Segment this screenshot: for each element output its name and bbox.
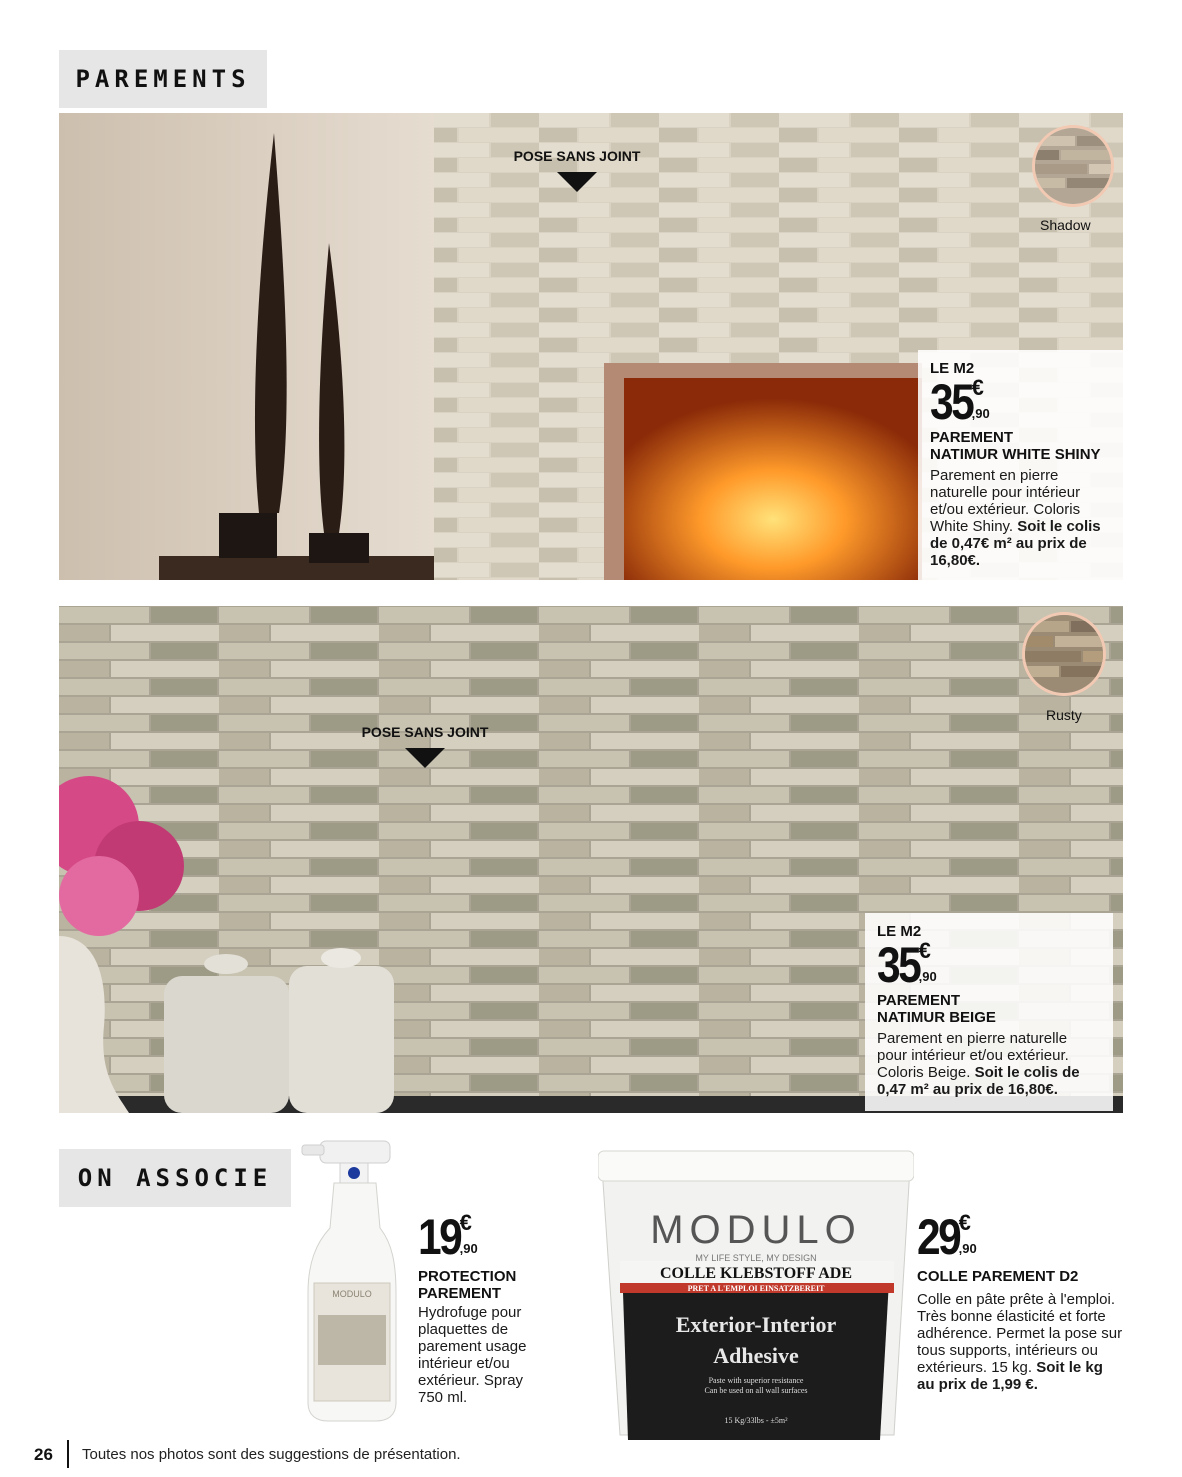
section-title-text: ON ASSOCIE: [77, 1164, 273, 1192]
description-text: Parement en pierre naturelle pour intérieur et/ou extérieur. Coloris Beige.: [877, 1030, 1069, 1081]
swatch-shadow: [1032, 125, 1114, 207]
bucket-brand: MODULO: [650, 1208, 862, 1252]
product-description: Hydrofuge pour plaquettes de parement usage intérieur et/ou extérieur. Spray 750 ml.: [418, 1304, 527, 1406]
down-arrow-icon: [405, 748, 445, 768]
swatch-label-rusty: Rusty: [1046, 707, 1082, 723]
product-description: [930, 467, 1111, 569]
bucket-title-1: Exterior-Interior: [675, 1312, 837, 1337]
product-name-line2: NATIMUR WHITE SHINY: [930, 446, 1101, 463]
bucket-band-2: PRET A L'EMPLOI EINSATZBEREIT: [687, 1284, 825, 1293]
bucket-weight: 15 Kg/33lbs - ±5m²: [724, 1416, 788, 1425]
pose-sans-joint-2: [358, 724, 492, 768]
product-name-line2: NATIMUR BEIGE: [877, 1009, 996, 1026]
price-currency: €: [918, 938, 931, 963]
product-info-colle: [917, 1209, 1123, 1393]
product-name: [877, 992, 1101, 1026]
product-name-line2: PAREMENT: [418, 1285, 502, 1302]
price: [917, 1209, 1123, 1265]
price-cents: ,90: [459, 1241, 478, 1256]
price-cents: ,90: [958, 1241, 977, 1256]
description-text: Colle en pâte prête à l'emploi. Très bonne élasticité et forte adhérence. Permet la pose sur tous supports, intérieurs ou extérieurs. 15 kg.: [917, 1291, 1123, 1376]
price-currency: €: [459, 1210, 472, 1235]
price-integer: 35: [877, 937, 920, 993]
spray-bottle-image: [292, 1133, 412, 1423]
pose-label: POSE SANS JOINT: [513, 148, 641, 164]
price-integer: 35: [930, 374, 973, 430]
bucket-small-2: Can be used on all wall surfaces: [704, 1386, 808, 1395]
footer-divider: [67, 1440, 69, 1468]
product-image-spray: [292, 1133, 412, 1423]
footer-note: Toutes nos photos sont des suggestions de présentation.: [82, 1446, 461, 1463]
price: [877, 937, 1101, 993]
price-cents: ,90: [971, 406, 990, 421]
price-panel-white-shiny: [918, 350, 1123, 580]
product-name-line1: PROTECTION: [418, 1268, 517, 1285]
section-title-text: PAREMENTS: [75, 65, 251, 93]
product-description: [917, 1291, 1123, 1393]
description-price-note: Soit le colis de 0,47 m² au prix de 16,80€.: [877, 1064, 1080, 1098]
product-name: [418, 1268, 578, 1302]
bucket-tagline: MY LIFE STYLE, MY DESIGN: [695, 1253, 817, 1263]
bucket-title-2: Adhesive: [713, 1343, 799, 1368]
price-panel-beige: [865, 913, 1113, 1111]
bucket-band: COLLE KLEBSTOFF ADE: [659, 1265, 853, 1282]
pose-sans-joint-1: [502, 148, 652, 192]
price-cents: ,90: [918, 969, 937, 984]
pose-label: POSE SANS JOINT: [361, 724, 489, 740]
section-title-parements: [59, 50, 267, 108]
price: [930, 374, 1111, 430]
product-description: [877, 1030, 1101, 1098]
description-text: Parement en pierre naturelle pour intérieur et/ou extérieur. Coloris White Shiny.: [930, 467, 1081, 535]
product-name-line1: PAREMENT: [877, 992, 961, 1009]
price-currency: €: [958, 1210, 971, 1235]
price: [418, 1209, 578, 1265]
swatch-rusty-image: [1025, 615, 1103, 693]
product-name-line1: PAREMENT: [930, 429, 1014, 446]
price-integer: 29: [917, 1209, 960, 1265]
description-price-note: Soit le kg au prix de 1,99 €.: [917, 1359, 1103, 1393]
swatch-shadow-image: [1035, 128, 1111, 204]
down-arrow-icon: [557, 172, 597, 192]
adhesive-bucket-image: [598, 1145, 914, 1445]
description-price-note: Soit le colis de 0,47€ m² au prix de 16,80€.: [930, 518, 1101, 569]
unit-label: LE M2: [877, 923, 922, 940]
unit-label: LE M2: [930, 360, 975, 377]
section-title-on-associe: [59, 1149, 291, 1207]
price-integer: 19: [418, 1209, 461, 1265]
swatch-label-shadow: Shadow: [1040, 217, 1091, 233]
product-name: COLLE PAREMENT D2: [917, 1268, 1079, 1285]
price-currency: €: [971, 375, 984, 400]
swatch-rusty: [1022, 612, 1106, 696]
page-number: 26: [34, 1445, 53, 1464]
bottle-brand-label: MODULO: [332, 1289, 372, 1299]
product-name: [930, 429, 1111, 463]
bucket-small-1: Paste with superior resistance: [708, 1376, 804, 1385]
product-info-protection: [418, 1209, 578, 1406]
product-image-bucket: [598, 1145, 914, 1445]
